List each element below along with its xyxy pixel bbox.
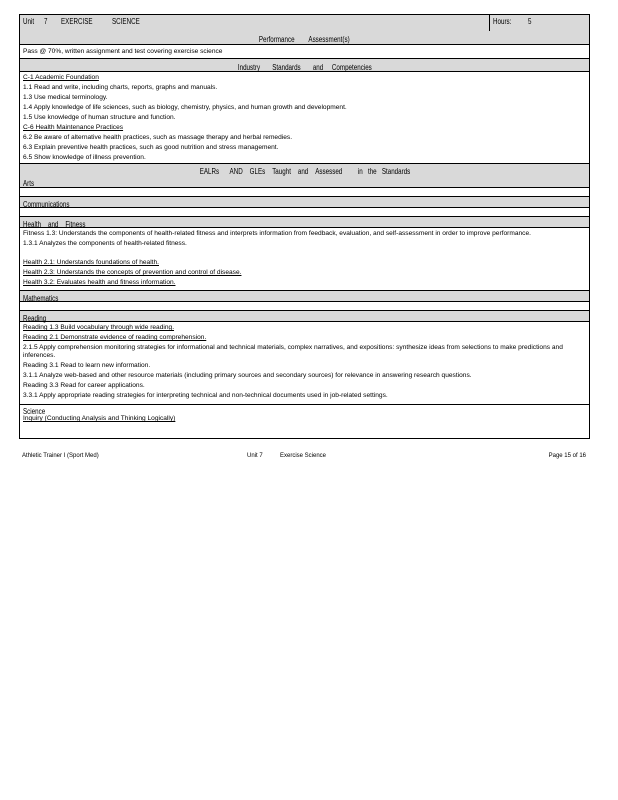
science-label: Science [23,407,46,416]
mathematics-content [20,301,589,310]
performance-text-row [20,44,589,58]
reading-standard: Reading 3.1 Read to learn new information. [23,362,151,369]
document-page [19,14,590,439]
mathematics-label: Mathematics [23,294,59,303]
industry-item: 6.2 Be aware of alternative health practices, such as massage therapy and herbal remedies. [23,134,293,141]
science-row [20,404,589,414]
health-fitness-content [20,227,589,290]
communications-label: Communications [23,200,70,209]
reading-standard: Reading 2.1 Demonstrate evidence of reading comprehension. [23,334,207,341]
industry-title-row [20,58,589,71]
performance-text: Pass @ 70%, written assignment and test covering exercise science [23,48,223,55]
science-content [20,414,589,438]
reading-standard: 3.3.1 Apply appropriate reading strategies for interpreting technical and non-technical documents used in job-related settings. [23,392,388,399]
ealrs-title-row [20,163,589,187]
performance-title: Performance Assessment(s) [259,35,350,44]
industry-item: 1.3 Use medical terminology. [23,94,108,101]
industry-item: C-6 Health Maintenance Practices [23,124,124,131]
industry-item: 6.5 Show knowledge of illness prevention. [23,154,146,161]
reading-standard: 3.1.1 Analyze web-based and other resource materials (including primary sources and secondary sources) for relevance in answering research questions. [23,372,472,379]
reading-content [20,321,589,404]
hours-value: 5 [528,17,532,26]
hours-divider [489,15,490,31]
unit-title-word-2: SCIENCE [112,17,140,26]
industry-item: 1.4 Apply knowledge of life sciences, such as biology, chemistry, physics, and human growth and development. [23,104,347,111]
science-standard: Inquiry (Conducting Analysis and Thinking Logically) [23,415,176,422]
page-footer [22,453,590,463]
ealrs-title: EALRs AND GLEs Taught and Assessed in the Standards [199,167,410,176]
industry-item: 6.3 Explain preventive health practices, such as good nutrition and stress management. [23,144,279,151]
footer-course: Athletic Trainer I (Sport Med) [22,453,99,459]
footer-page-number: Page 15 of 16 [548,453,586,459]
reading-standard: Reading 3.3 Read for career applications. [23,382,145,389]
arts-label: Arts [23,179,35,188]
fitness-standard: Fitness 1.3: Understands the components of health-related fitness and interprets information from feedback, evaluation, and self-assessment in order to improve performance. [23,230,531,237]
industry-list [20,71,589,163]
hours-label: Hours: [493,17,512,26]
reading-row [20,310,589,321]
health-fitness-label: Health and Fitness [23,220,86,229]
reading-standard: Reading 1.3 Build vocabulary through wide reading. [23,324,175,331]
communications-row [20,196,589,207]
health-standard: Health 2.1: Understands foundations of health. [23,259,159,266]
performance-title-row [20,31,589,44]
reading-label: Reading [23,314,47,323]
health-standard: Health 3.2: Evaluates health and fitness information. [23,279,176,286]
footer-unit: Unit 7 [247,453,263,459]
industry-item: 1.1 Read and write, including charts, reports, graphs and manuals. [23,84,218,91]
fitness-substandard: 1.3.1 Analyzes the components of health-related fitness. [23,240,187,247]
unit-label: Unit [23,17,35,26]
industry-item: 1.5 Use knowledge of human structure and function. [23,114,176,121]
industry-title: Industry Standards and Competencies [237,63,372,72]
health-standard: Health 2.3: Understands the concepts of prevention and control of disease. [23,269,242,276]
reading-standard: 2.1.5 Apply comprehension monitoring strategies for informational and technical materials, complex narratives, and expositions: synthesize ideas from selections to make predictions and inferences. [23,344,563,359]
unit-header-row [20,15,589,31]
industry-item: C-1 Academic Foundation [23,74,99,81]
arts-content [20,187,589,196]
mathematics-row [20,290,589,301]
communications-content [20,207,589,216]
unit-table [19,14,590,439]
unit-title-word-1: EXERCISE [61,17,93,26]
footer-unit-title: Exercise Science [280,453,327,459]
unit-number: 7 [44,17,48,26]
health-fitness-row [20,216,589,227]
